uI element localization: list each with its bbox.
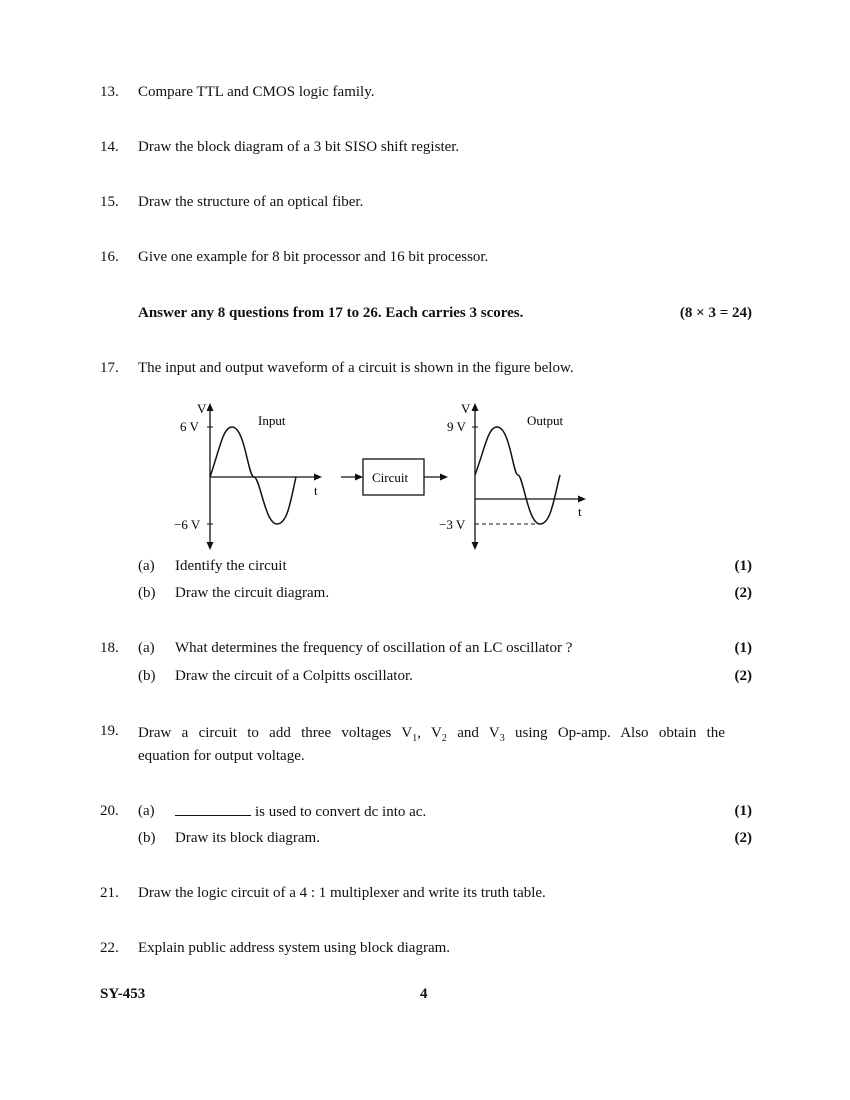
question-number: 21.	[100, 885, 119, 901]
question-text: Draw the block diagram of a 3 bit SISO shift register.	[138, 139, 460, 155]
question-number: 18.	[100, 640, 119, 656]
output-v-label: V	[461, 401, 471, 416]
input-title: Input	[258, 413, 286, 428]
input-positive-peak-label: 6 V	[180, 419, 199, 434]
part-label: (a)	[138, 640, 155, 656]
part-marks: (2)	[734, 585, 752, 601]
part-marks: (2)	[734, 830, 752, 846]
question-number: 16.	[100, 249, 119, 265]
question-number: 19.	[100, 723, 119, 739]
input-waveform-graph	[174, 401, 322, 550]
part-label: (b)	[138, 585, 156, 601]
circuit-label: Circuit	[372, 470, 409, 485]
circuit-block	[341, 459, 448, 495]
part-text: Identify the circuit	[175, 558, 287, 574]
part-text: is used to convert dc into ac.	[255, 804, 427, 820]
part-text: What determines the frequency of oscillation of an LC oscillator ?	[175, 640, 573, 656]
question-text: Explain public address system using block diagram.	[138, 940, 451, 956]
part-text: Draw the circuit of a Colpitts oscillator.	[175, 668, 413, 684]
instruction-text: Answer any 8 questions from 17 to 26. Each carries 3 scores.	[138, 305, 524, 321]
output-sine-curve	[475, 427, 560, 524]
part-text: Draw its block diagram.	[175, 830, 320, 846]
question-text: Give one example for 8 bit processor and 16 bit processor.	[138, 249, 489, 265]
input-sine-curve	[210, 427, 296, 524]
question-number: 20.	[100, 803, 119, 819]
question-number: 15.	[100, 194, 119, 210]
output-negative-peak-label: −3 V	[439, 517, 466, 532]
question-text: Compare TTL and CMOS logic family.	[138, 84, 375, 100]
part-marks: (1)	[734, 803, 752, 819]
part-label: (b)	[138, 668, 156, 684]
output-time-label: t	[578, 504, 582, 519]
output-positive-peak-label: 9 V	[447, 419, 466, 434]
part-marks: (2)	[734, 668, 752, 684]
question-text: The input and output waveform of a circuit is shown in the figure below.	[138, 360, 574, 376]
part-text: Draw the circuit diagram.	[175, 585, 330, 601]
input-time-label: t	[314, 483, 318, 498]
question-number: 14.	[100, 139, 119, 155]
part-marks: (1)	[734, 558, 752, 574]
input-negative-peak-label: −6 V	[174, 517, 201, 532]
part-label: (a)	[138, 803, 155, 819]
question-text-line-2: equation for output voltage.	[138, 748, 305, 764]
question-number: 22.	[100, 940, 119, 956]
text-segment: and V	[446, 725, 500, 741]
question-text: Draw the logic circuit of a 4 : 1 multiplexer and write its truth table.	[138, 885, 546, 901]
text-segment: using Op-amp. Also obtain the	[504, 725, 725, 741]
subscript: 2	[441, 733, 447, 744]
part-label: (a)	[138, 558, 155, 574]
text-segment: , V	[417, 725, 442, 741]
section-marks: (8 × 3 = 24)	[679, 305, 752, 321]
part-label: (b)	[138, 830, 156, 846]
part-text-with-blank	[175, 803, 426, 821]
question-number: 17.	[100, 360, 119, 376]
subscript: 1	[412, 733, 418, 744]
paper-code: SY-453	[100, 986, 146, 1002]
question-text: Draw the structure of an optical fiber.	[138, 194, 364, 210]
output-waveform-graph	[439, 401, 586, 550]
waveform-figure	[160, 398, 600, 554]
page-number: 4	[420, 986, 428, 1002]
subscript: 3	[499, 733, 505, 744]
fill-in-blank	[175, 803, 251, 816]
question-text-line-1	[138, 721, 725, 751]
input-v-label: V	[197, 401, 207, 416]
question-number: 13.	[100, 84, 119, 100]
part-marks: (1)	[734, 640, 752, 656]
text-segment: Draw a circuit to add three voltages V	[138, 725, 413, 741]
output-title: Output	[527, 413, 564, 428]
